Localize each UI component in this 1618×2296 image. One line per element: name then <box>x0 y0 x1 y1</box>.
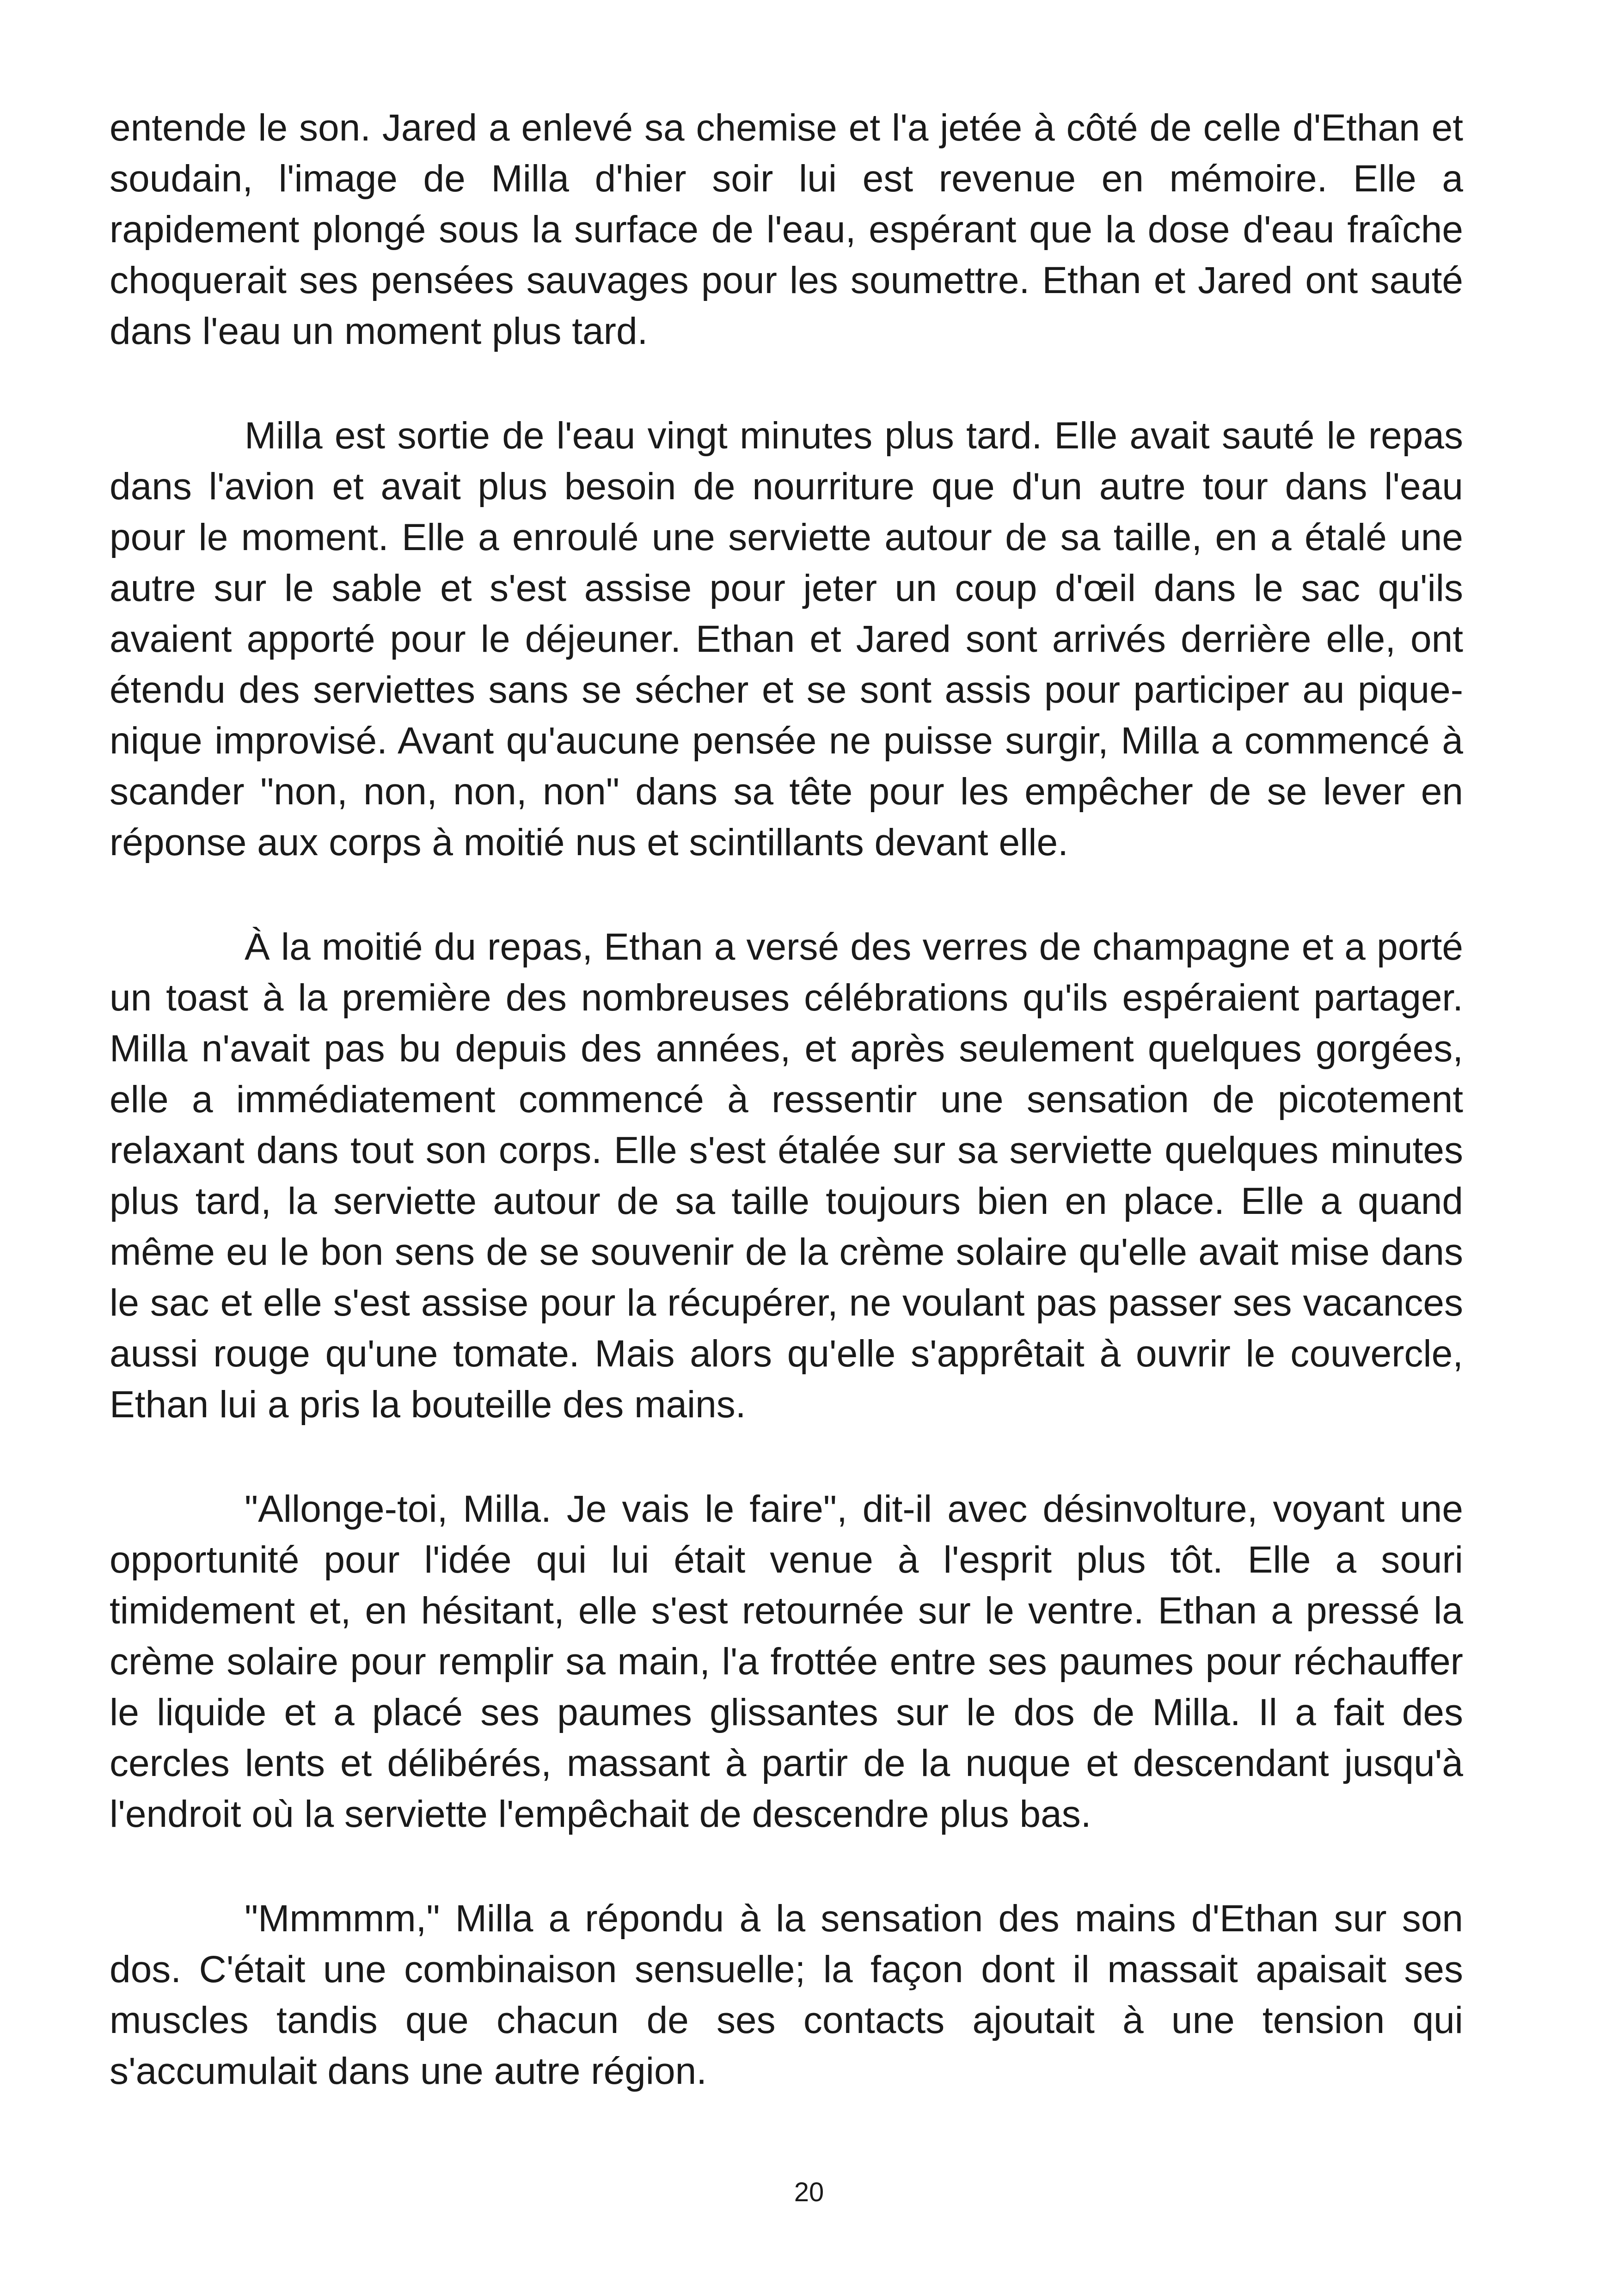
paragraph-3: À la moitié du repas, Ethan a versé des verres de champagne et a porté un toast à la première des nombreuses célébrations qu'ils espéraient partager. Milla n'avait pas bu depuis des années, et après seulement quelques gorgées, elle a immédiatement commencé à ressentir une sensation de picotement relaxant dans tout son corps. Elle s'est étalée sur sa serviette quelques minutes plus tard, la serviette autour de sa taille toujours bien en place. Elle a quand même eu le bon sens de se souvenir de la crème solaire qu'elle avait mise dans le sac et elle s'est assise pour la récupérer, ne voulant pas passer ses vacances aussi rouge qu'une tomate. Mais alors qu'elle s'apprêtait à ouvrir le couvercle, Ethan lui a pris la bouteille des mains. <box>110 926 1463 1426</box>
paragraph-2: Milla est sortie de l'eau vingt minutes plus tard. Elle avait sauté le repas dans l'avion et avait plus besoin de nourriture que d'un autre tour dans l'eau pour le moment. Elle a enroulé une serviette autour de sa taille, en a étalé une autre sur le sable et s'est assise pour jeter un coup d'œil dans le sac qu'ils avaient apporté pour le déjeuner. Ethan et Jared sont arrivés derrière elle, ont étendu des serviettes sans se sécher et se sont assis pour participer au pique-nique improvisé. Avant qu'aucune pensée ne puisse surgir, Milla a commencé à scander "non, non, non, non" dans sa tête pour les empêcher de se lever en réponse aux corps à moitié nus et scintillants devant elle. <box>110 415 1463 863</box>
paragraph-5: "Mmmmm," Milla a répondu à la sensation des mains d'Ethan sur son dos. C'était une combinaison sensuelle; la façon dont il massait apaisait ses muscles tandis que chacun de ses contacts ajoutait à une tension qui s'accumulait dans une autre région. <box>110 1898 1463 2092</box>
page-number: 20 <box>794 2177 824 2207</box>
body-text <box>110 103 1463 2150</box>
paragraph-1: entende le son. Jared a enlevé sa chemise et l'a jetée à côté de celle d'Ethan et soudain, l'image de Milla d'hier soir lui est revenue en mémoire. Elle a rapidement plongé sous la surface de l'eau, espérant que la dose d'eau fraîche choquerait ses pensées sauvages pour les soumettre. Ethan et Jared ont sauté dans l'eau un moment plus tard. <box>110 107 1463 352</box>
paragraph-4: "Allonge-toi, Milla. Je vais le faire", dit-il avec désinvolture, voyant une opportunité pour l'idée qui lui était venue à l'esprit plus tôt. Elle a souri timidement et, en hésitant, elle s'est retournée sur le ventre. Ethan a pressé la crème solaire pour remplir sa main, l'a frottée entre ses paumes pour réchauffer le liquide et a placé ses paumes glissantes sur le dos de Milla. Il a fait des cercles lents et délibérés, massant à partir de la nuque et descendant jusqu'à l'endroit où la serviette l'empêchait de descendre plus bas. <box>110 1488 1463 1835</box>
